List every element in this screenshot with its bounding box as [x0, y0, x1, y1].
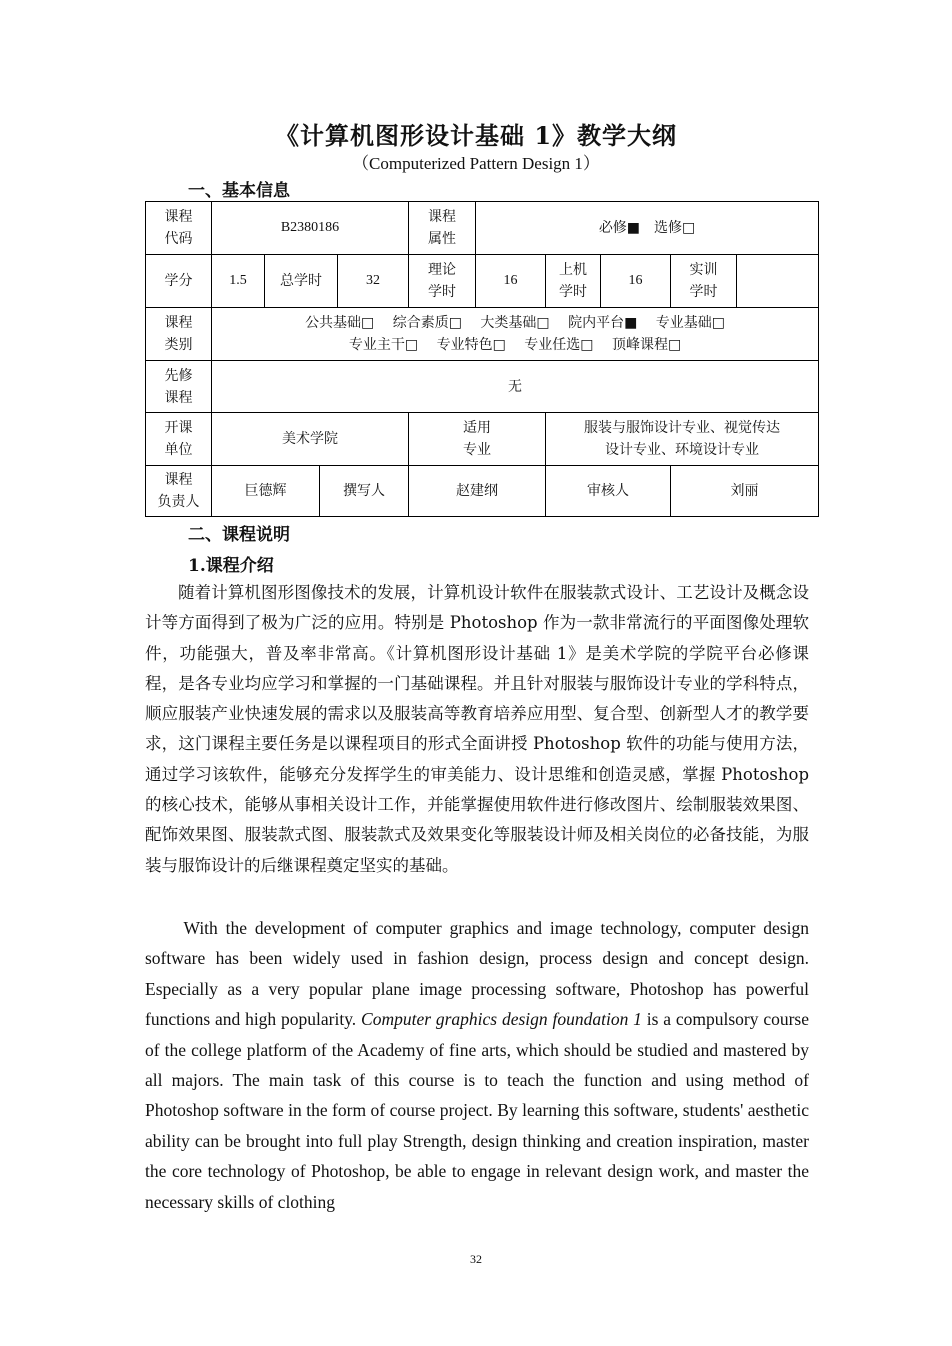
basic-info-table: [145, 201, 819, 517]
writer-value: 赵建纲: [409, 466, 546, 517]
table-row: [146, 308, 819, 361]
theory-hours-value: 16: [476, 255, 546, 308]
prereq-value: 无: [212, 361, 819, 413]
reviewer-value: 刘丽: [671, 466, 819, 517]
owner-value: 巨德辉: [212, 466, 320, 517]
section-heading-basic-info: 一、基本信息: [188, 181, 290, 201]
credit-value: 1.5: [212, 255, 265, 308]
paragraph-english: [145, 913, 809, 1217]
dept-value: 美术学院: [212, 413, 409, 466]
practice-hours-label: 实训 学时: [671, 255, 737, 308]
course-attr-label: 课程 属性: [409, 202, 476, 255]
category-options: [212, 308, 819, 361]
table-row: [146, 361, 819, 413]
category-options-line-2: 专业主干□ 专业特色□ 专业任选□ 顶峰课程□: [348, 337, 682, 353]
document-title: 《计算机图形设计基础 1》教学大纲: [274, 121, 678, 150]
page-number: 32: [470, 1252, 482, 1266]
paragraph-english-part-2: is a compulsory course of the college platform of the Academy of fine arts, which should be studied and mastered by all majors. The main task of this course is to teach the function and using method of Photoshop software in the form of course project. By learning this software, students' aesthetic ability can be brought into full play Strength, design thinking and creation inspiration, master the core technology of Photoshop, be able to engage in relevant design work, and master the necessary skills of clothing: [145, 1009, 809, 1212]
total-hours-label: 总学时: [265, 255, 338, 308]
course-intro-english: [145, 913, 809, 1217]
total-hours-value: 32: [338, 255, 409, 308]
paragraph-chinese: 随着计算机图形图像技术的发展，计算机设计软件在服装款式设计、工艺设计及概念设计等方面得到了极为广泛的应用。特别是 Photoshop 作为一款非常流行的平面图像处理软件，功能强大，普及率非常高。《计算机图形设计基础 1》是美术学院的学院平台必修课程，是各专业均应学习和掌握的一门基础课程。并且针对服装与服饰设计专业的学科特点，顺应服装产业快速发展的需求以及服装高等教育培养应用型、复合型、创新型人才的教学要求，这门课程主要任务是以课程项目的形式全面讲授 Photoshop 软件的功能与使用方法，通过学习该软件，能够充分发挥学生的审美能力、设计思维和创造灵感，掌握 Photoshop 的核心技术，能够从事相关设计工作，并能掌握使用软件进行修改图片、绘制服装效果图、配饰效果图、服装款式图、服装款式及效果变化等服装设计师及相关岗位的必备技能，为服装与服饰设计的后继课程奠定坚实的基础。: [145, 583, 809, 875]
course-code-value: B2380186: [212, 202, 409, 255]
writer-label: 撰写人: [320, 466, 409, 517]
credit-label: 学分: [146, 255, 212, 308]
document-subtitle: （Computerized Pattern Design 1）: [352, 154, 600, 173]
course-intro-chinese: [145, 578, 809, 881]
theory-hours-label: 理论 学时: [409, 255, 476, 308]
dept-label: 开课 单位: [146, 413, 212, 466]
category-label: 课程 类别: [146, 308, 212, 361]
table-row: [146, 413, 819, 466]
course-attr-value: 必修■ 选修□: [476, 202, 819, 255]
table-row: [146, 202, 819, 255]
category-options-line-1: 公共基础□ 综合素质□ 大类基础□ 院内平台■ 专业基础□: [305, 315, 725, 331]
major-label: 适用 专业: [409, 413, 546, 466]
reviewer-label: 审核人: [546, 466, 671, 517]
lab-hours-value: 16: [601, 255, 671, 308]
course-title-italic: Computer graphics design foundation 1: [361, 1009, 642, 1030]
prereq-label: 先修 课程: [146, 361, 212, 413]
major-value: 服装与服饰设计专业、视觉传达 设计专业、环境设计专业: [546, 413, 819, 466]
practice-hours-value: [737, 255, 819, 308]
lab-hours-label: 上机 学时: [546, 255, 601, 308]
owner-label: 课程 负责人: [146, 466, 212, 517]
course-code-label: 课程 代码: [146, 202, 212, 255]
table-row: [146, 466, 819, 517]
section-heading-course-description: 二、课程说明: [188, 525, 290, 545]
table-row: [146, 255, 819, 308]
paragraph-english-part-1: With the development of computer graphics and image technology, computer design software has been widely used in fashion design, process design and concept design. Especially as a very popular plane image processing software, Photoshop has powerful functions and high popularity.: [145, 918, 809, 1030]
subsection-heading-course-intro: 1.课程介绍: [188, 556, 274, 576]
